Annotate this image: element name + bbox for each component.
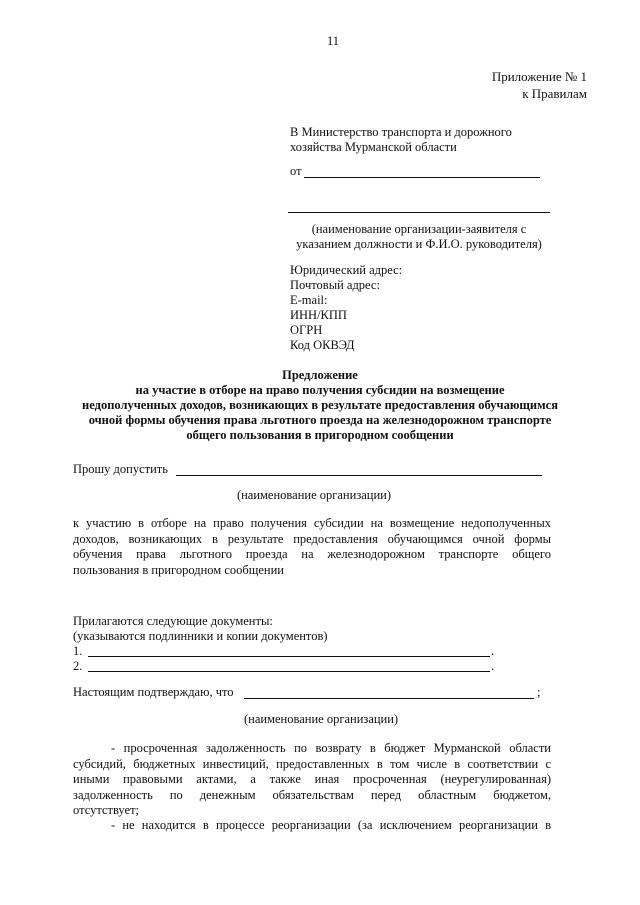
confirm-label: Настоящим подтверждаю, что [73,685,234,699]
requisite-postal-address: Почтовый адрес: [290,278,380,292]
confirm-end: ; [537,685,541,699]
organization-caption: (наименование организации) [236,488,392,502]
request-body-line-3: обучения права льготного проезда на железнодорожном транспорте общего [73,547,551,561]
applicant-caption-line-2: указанием должности и Ф.И.О. руководителя) [296,237,542,251]
document-item-2-number: 2. [73,659,83,673]
requisite-ogrn: ОГРН [290,323,323,337]
requisite-okved: Код ОКВЭД [290,338,355,352]
condition-item-1-line-2: субсидий, бюджетных инвестиций, предоставленных в том числе в соответствии с [73,756,551,771]
document-item-1-number: 1. [73,644,83,658]
from-label: от [290,164,302,178]
condition-item-1 [73,741,551,819]
organization-blank-line[interactable] [176,475,542,476]
proposal-title: Предложение [282,368,358,382]
request-body-line-4: пользования в пригородном сообщении [73,562,284,577]
document-item-2-end: . [491,659,495,673]
request-body-line-1: к участию в отборе на право получения субсидии на возмещение недополученных [73,516,551,530]
proposal-heading-line-2: недополученных доходов, возникающих в результате предоставления обучающимся [82,398,558,412]
document-item-1-end: . [491,644,495,658]
page-number: 11 [327,34,340,48]
addressee-line-1: В Министерство транспорта и дорожного [290,125,512,139]
confirm-caption: (наименование организации) [244,712,399,726]
condition-item-2-line-1: - не находится в процессе реорганизации (за исключением реорганизации в [111,818,551,832]
condition-item-1-line-5: отсутствует; [73,803,140,817]
proposal-heading-line-4: общего пользования в пригородном сообщении [186,428,454,442]
applicant-blank-line[interactable] [288,212,550,213]
requisite-legal-address: Юридический адрес: [290,263,403,277]
condition-item-1-line-3: иными правовыми актами, а также иная просроченная (неурегулированная) [73,772,551,786]
condition-item-1-line-1: - просроченная задолженность по возврату в бюджет Мурманской области [111,741,551,755]
requisite-inn-kpp: ИНН/КПП [290,308,347,322]
request-body-line-2: доходов, возникающих в результате предоставления обучающимся очной формы [73,531,551,546]
documents-title: Прилагаются следующие документы: [73,614,273,628]
confirm-blank-line[interactable] [244,698,534,699]
document-item-2-line[interactable] [88,671,490,672]
documents-note: (указываются подлинники и копии документов) [73,629,328,643]
proposal-heading-line-3: очной формы обучения права льготного проезда на железнодорожном транспорте [88,413,552,427]
requisite-email: E-mail: [290,293,328,307]
condition-item-1-line-4: задолженность по денежным обязательствам перед областным бюджетом, [73,787,551,802]
request-label: Прошу допустить [73,462,168,476]
applicant-caption-line-1: (наименование организации-заявителя с [311,222,527,236]
condition-item-2 [73,818,551,834]
request-body [73,516,551,578]
addressee-line-2: хозяйства Мурманской области [290,140,457,154]
proposal-heading-line-1: на участие в отборе на право получения субсидии на возмещение [135,383,505,397]
appendix-subtitle: к Правилам [522,86,587,101]
from-blank-line[interactable] [304,177,540,178]
document-item-1-line[interactable] [88,656,490,657]
appendix-title: Приложение № 1 [491,69,587,84]
